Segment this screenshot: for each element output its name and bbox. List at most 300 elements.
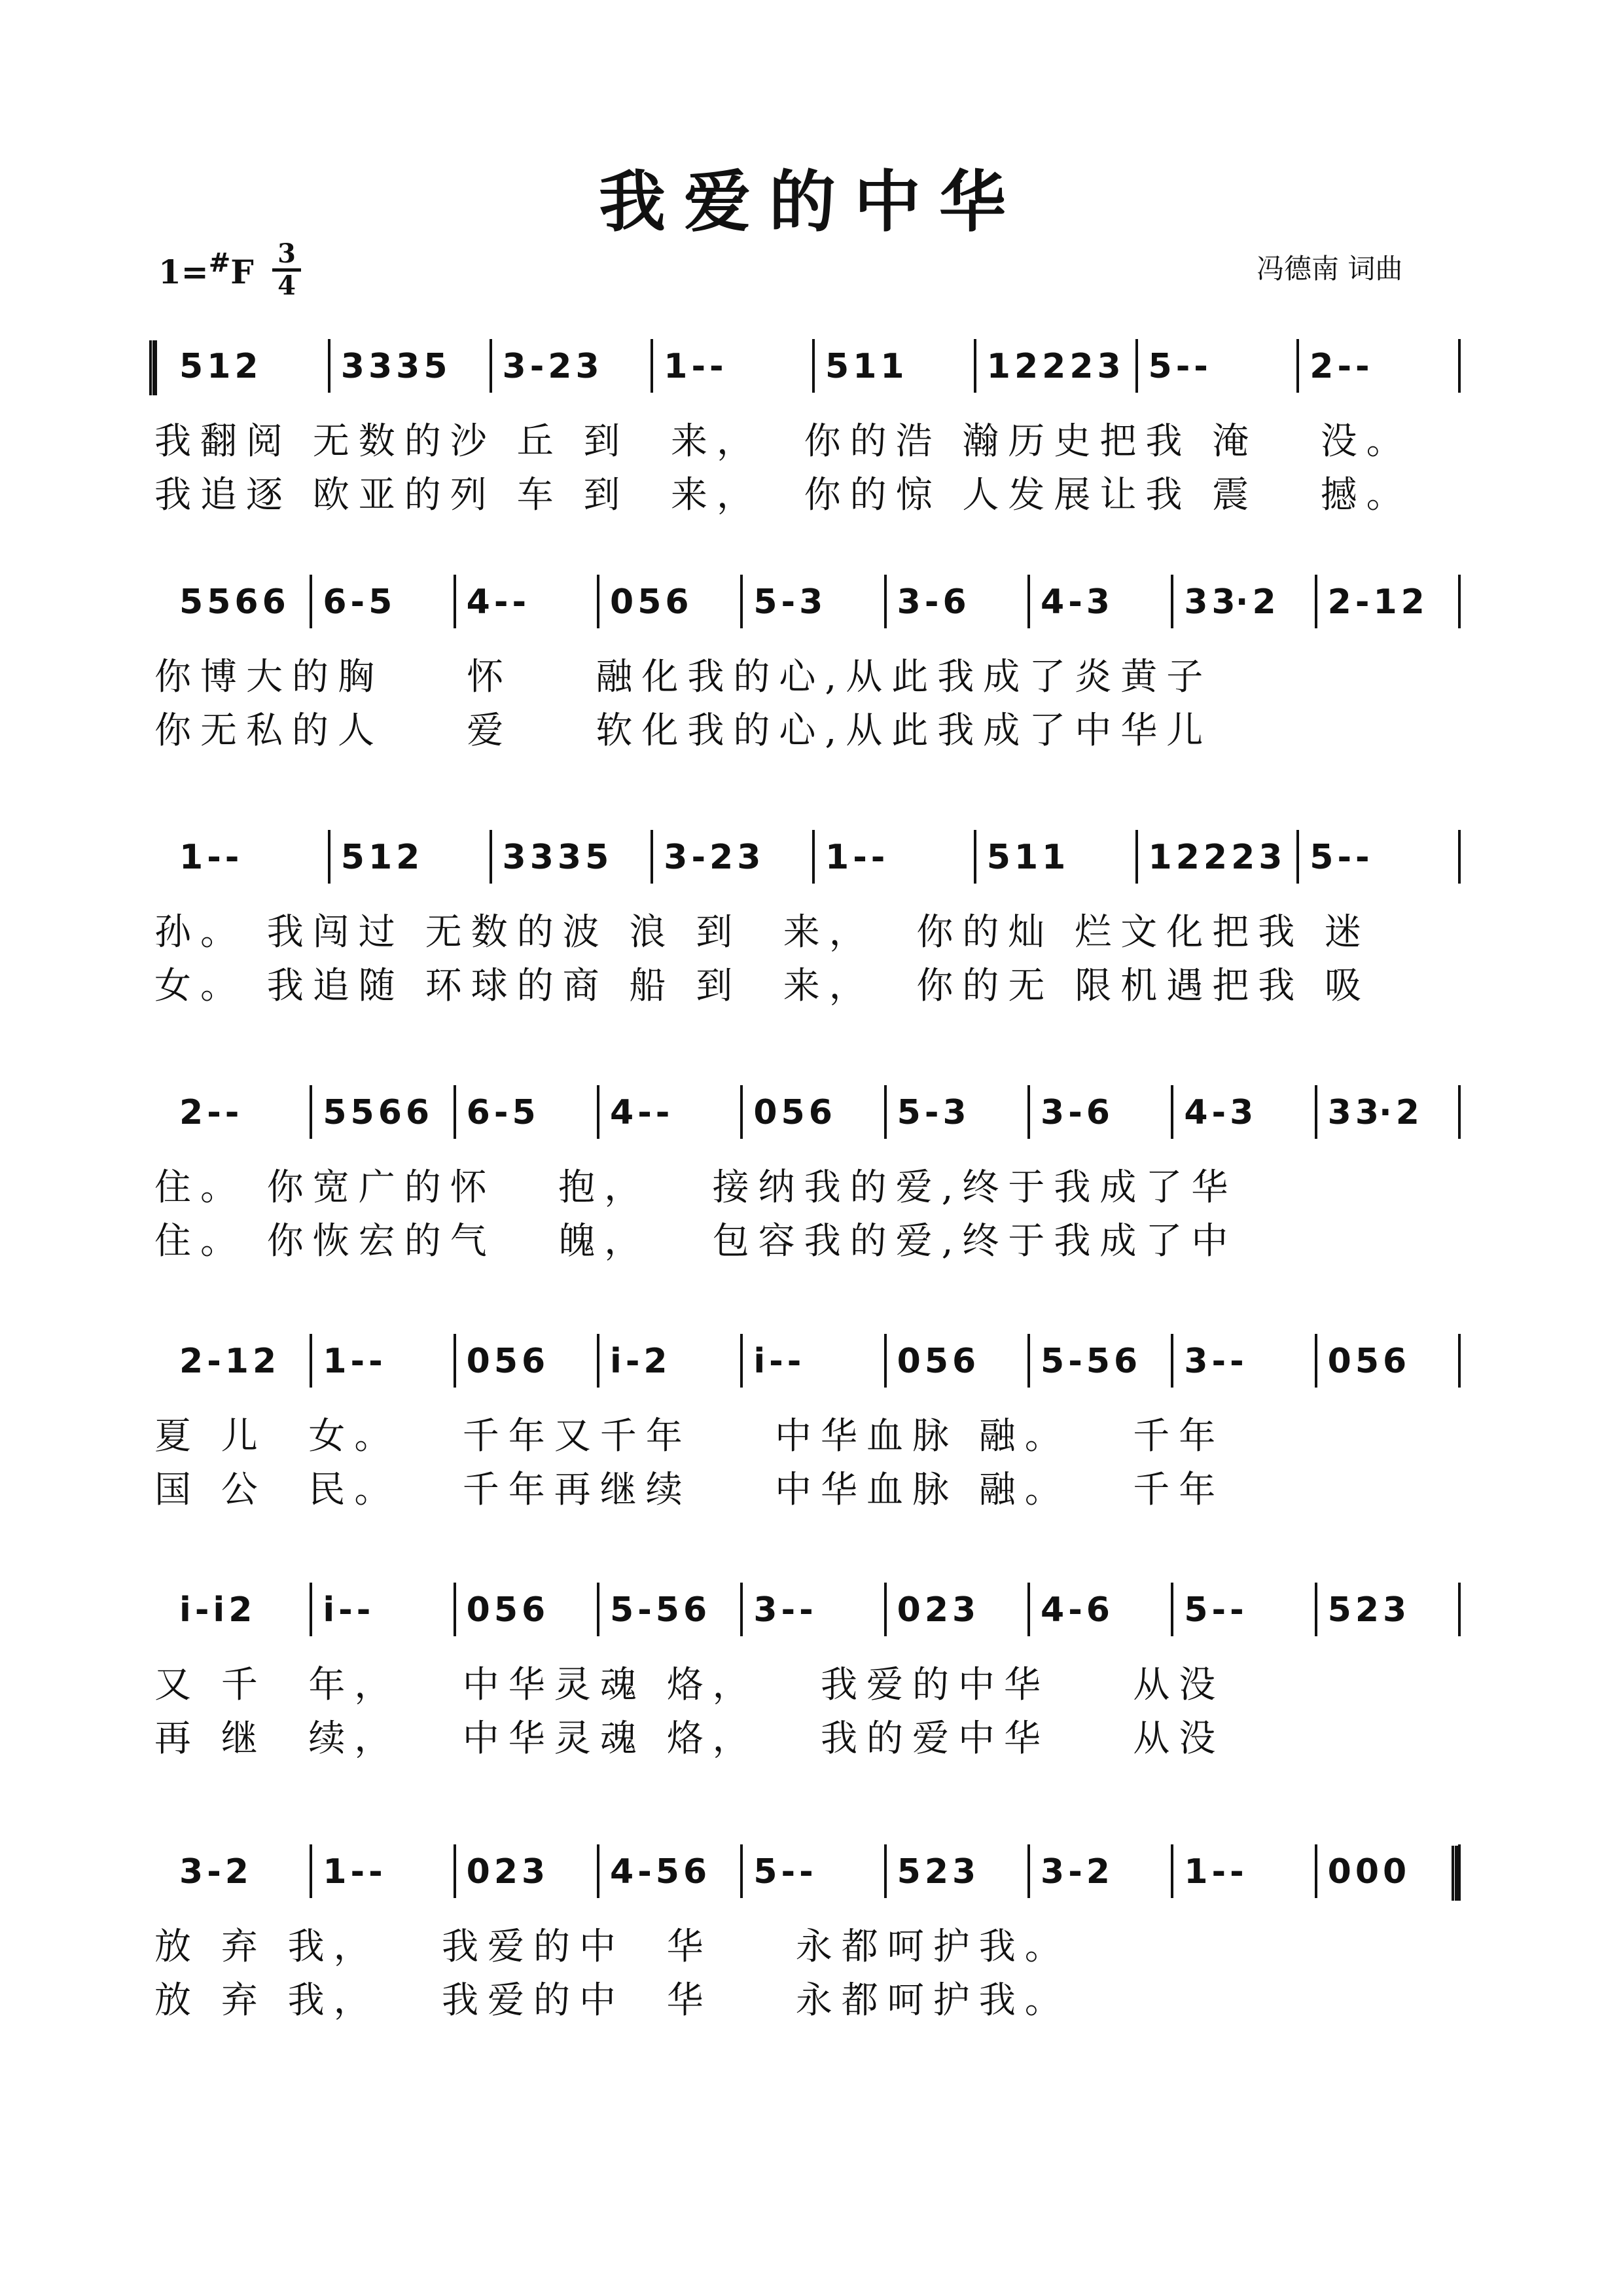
note: 6 bbox=[522, 1590, 546, 1630]
barline bbox=[1458, 1085, 1461, 1139]
measure bbox=[1041, 1852, 1114, 1892]
note: - bbox=[787, 1342, 802, 1381]
note: 5 bbox=[637, 583, 662, 622]
note: 2 bbox=[396, 838, 420, 877]
start-repeat bbox=[149, 340, 157, 395]
barline bbox=[1027, 1085, 1030, 1139]
barline bbox=[328, 830, 330, 884]
note: 2 bbox=[1310, 347, 1334, 386]
system-3 bbox=[0, 818, 1623, 1041]
barline bbox=[1027, 1334, 1030, 1388]
measure bbox=[610, 1342, 671, 1381]
measure bbox=[753, 1852, 817, 1892]
note: - bbox=[853, 838, 867, 877]
note: - bbox=[1230, 1342, 1244, 1381]
measure bbox=[179, 1342, 280, 1381]
measure bbox=[179, 838, 243, 877]
barline bbox=[1171, 1085, 1173, 1139]
note: - bbox=[691, 347, 706, 386]
measure bbox=[897, 583, 971, 622]
note: 3 bbox=[179, 1852, 204, 1892]
barline bbox=[597, 1583, 599, 1636]
barline bbox=[1135, 830, 1138, 884]
note: 6 bbox=[1383, 1342, 1407, 1381]
measure bbox=[1328, 1590, 1411, 1630]
barline bbox=[1171, 1583, 1173, 1636]
notation-row bbox=[0, 1073, 1623, 1145]
measure bbox=[323, 1852, 386, 1892]
note: - bbox=[356, 1590, 371, 1630]
note: 1 bbox=[1042, 838, 1066, 877]
notation-row bbox=[0, 1322, 1623, 1394]
note: 1 bbox=[825, 838, 849, 877]
note: i bbox=[179, 1590, 191, 1630]
barline bbox=[1027, 575, 1030, 628]
note: 1 bbox=[207, 347, 231, 386]
note: 1 bbox=[323, 1342, 347, 1381]
barline bbox=[884, 1583, 887, 1636]
note: 3 bbox=[529, 838, 554, 877]
measure bbox=[664, 347, 727, 386]
measure bbox=[179, 583, 290, 622]
note: - bbox=[1211, 1342, 1226, 1381]
barline bbox=[454, 1583, 456, 1636]
lyric-line-1: 住。 你宽广的怀 抱， 接纳我的爱,终于我成了华 bbox=[154, 1166, 1238, 1209]
note: - bbox=[924, 583, 939, 622]
note: 3 bbox=[1041, 1852, 1065, 1892]
barline bbox=[1296, 339, 1299, 393]
barline bbox=[740, 1085, 743, 1139]
barline bbox=[884, 1085, 887, 1139]
note: - bbox=[493, 583, 508, 622]
note: - bbox=[1175, 347, 1190, 386]
note: - bbox=[625, 1342, 640, 1381]
lyric-line-1: 夏 儿 女。 千年又千年 中华血脉 融。 千年 bbox=[154, 1415, 1225, 1458]
note: 2 bbox=[1400, 583, 1425, 622]
barline bbox=[884, 575, 887, 628]
barline bbox=[1171, 1334, 1173, 1388]
measure bbox=[753, 1342, 805, 1381]
barline bbox=[1315, 1583, 1317, 1636]
note: 1 bbox=[368, 838, 393, 877]
note: 3 bbox=[1327, 1093, 1351, 1132]
note: 5 bbox=[825, 347, 849, 386]
lyric-line-2: 女。 我追随 环球的商 船 到 来， 你的无 限机遇把我 吸 bbox=[154, 965, 1371, 1007]
note: - bbox=[207, 1342, 221, 1381]
note: - bbox=[1211, 1590, 1226, 1630]
note: 5 bbox=[207, 583, 231, 622]
note: 5 bbox=[340, 838, 365, 877]
note: - bbox=[637, 1852, 652, 1892]
barline bbox=[1315, 1844, 1317, 1898]
barline bbox=[974, 830, 976, 884]
barline bbox=[1135, 339, 1138, 393]
note: 5 bbox=[1327, 1590, 1351, 1630]
note: 6 bbox=[1086, 1590, 1110, 1630]
note: 1 bbox=[1373, 583, 1397, 622]
note: 6 bbox=[665, 583, 689, 622]
system-5 bbox=[0, 1322, 1623, 1545]
note: 3 bbox=[557, 838, 582, 877]
note: - bbox=[194, 1590, 209, 1630]
note: 6 bbox=[683, 1852, 707, 1892]
time-denominator: 4 bbox=[277, 270, 296, 301]
note: i bbox=[213, 1590, 225, 1630]
barline bbox=[310, 1583, 312, 1636]
note: - bbox=[799, 1590, 813, 1630]
measure bbox=[1149, 838, 1287, 877]
key-note: F bbox=[230, 253, 254, 291]
note: - bbox=[493, 1093, 508, 1132]
measure bbox=[1041, 1093, 1114, 1132]
sharp-sign: # bbox=[208, 247, 231, 278]
system-6 bbox=[0, 1571, 1623, 1793]
barline bbox=[1027, 1583, 1030, 1636]
note: 5 bbox=[1148, 347, 1172, 386]
barline bbox=[974, 339, 976, 393]
note: - bbox=[1355, 583, 1370, 622]
notation-row bbox=[0, 1833, 1623, 1905]
lyric-line-2: 住。 你恢宏的气 魄， 包容我的爱,终于我成了中 bbox=[154, 1220, 1238, 1263]
note: 5 bbox=[368, 583, 393, 622]
measure bbox=[897, 1852, 980, 1892]
barline bbox=[454, 1085, 456, 1139]
note: 2 bbox=[709, 838, 734, 877]
note: 0 bbox=[1327, 1342, 1351, 1381]
measure bbox=[467, 1852, 550, 1892]
measure bbox=[1328, 1093, 1423, 1132]
barline bbox=[1458, 1334, 1461, 1388]
barline bbox=[1296, 830, 1299, 884]
barline bbox=[740, 1334, 743, 1388]
note: - bbox=[529, 347, 544, 386]
note: 2 bbox=[1042, 347, 1066, 386]
measure bbox=[503, 838, 613, 877]
note: - bbox=[781, 583, 796, 622]
measure bbox=[1184, 1590, 1247, 1630]
barline bbox=[1315, 1334, 1317, 1388]
note: 5 bbox=[493, 1590, 518, 1630]
note: 1 bbox=[323, 1852, 347, 1892]
barline bbox=[740, 575, 743, 628]
measure bbox=[1310, 838, 1373, 877]
note: 2 bbox=[179, 1342, 204, 1381]
note: 5 bbox=[753, 583, 777, 622]
note: - bbox=[1068, 583, 1082, 622]
note: 0 bbox=[466, 1590, 490, 1630]
note: i bbox=[323, 1590, 335, 1630]
note: 3 bbox=[1383, 1590, 1407, 1630]
note: 5 bbox=[1086, 1342, 1110, 1381]
lyric-line-2: 你无私的人 爱 软化我的心,从此我成了中华儿 bbox=[154, 709, 1213, 752]
lyric-line-2: 再 继 续， 中华灵魂 烙， 我的爱中华 从没 bbox=[154, 1717, 1225, 1760]
measure bbox=[1328, 583, 1429, 622]
note: 5 bbox=[350, 1093, 374, 1132]
note: 3 bbox=[753, 1590, 777, 1630]
note: 2 bbox=[1203, 838, 1228, 877]
song-title: 我爱的中华 bbox=[599, 163, 1024, 242]
barline bbox=[1458, 575, 1461, 628]
measure bbox=[179, 347, 262, 386]
lyric-line-2: 我追逐 欧亚的列 车 到 来， 你的惊 人发展让我 震 撼。 bbox=[154, 474, 1412, 516]
note: 1 bbox=[1148, 838, 1172, 877]
measure bbox=[610, 1852, 711, 1892]
note: 2 bbox=[1014, 347, 1039, 386]
note: 2 bbox=[179, 1093, 204, 1132]
note: 5 bbox=[179, 583, 204, 622]
note: - bbox=[350, 1342, 365, 1381]
note: 4 bbox=[610, 1093, 634, 1132]
note: - bbox=[1355, 347, 1370, 386]
measure bbox=[753, 1093, 836, 1132]
barline bbox=[490, 830, 492, 884]
measure bbox=[179, 1590, 256, 1630]
note: 2 bbox=[924, 1590, 949, 1630]
barline bbox=[454, 1844, 456, 1898]
barline bbox=[454, 575, 456, 628]
note: - bbox=[350, 1852, 365, 1892]
note: 0 bbox=[1355, 1852, 1380, 1892]
note: 0 bbox=[610, 583, 634, 622]
note: 6 bbox=[1113, 1342, 1138, 1381]
barline bbox=[1027, 1844, 1030, 1898]
measure bbox=[341, 838, 424, 877]
note: 6 bbox=[323, 583, 347, 622]
note: 6 bbox=[262, 583, 286, 622]
note: 2 bbox=[548, 347, 572, 386]
note: 5 bbox=[897, 1852, 921, 1892]
barline bbox=[454, 1334, 456, 1388]
note: 2 bbox=[643, 1342, 668, 1381]
measure bbox=[179, 1093, 243, 1132]
note: 0 bbox=[753, 1093, 777, 1132]
composer-credit: 冯德南 词曲 bbox=[1257, 253, 1403, 285]
note: 3 bbox=[1086, 583, 1110, 622]
measure bbox=[987, 347, 1125, 386]
note: 3 bbox=[1184, 1342, 1208, 1381]
measure bbox=[323, 1093, 433, 1132]
notation-row bbox=[0, 818, 1623, 890]
barline bbox=[490, 339, 492, 393]
note: 3 bbox=[522, 1852, 546, 1892]
lyric-line-1: 我翻阅 无数的沙 丘 到 来， 你的浩 瀚历史把我 淹 没。 bbox=[154, 420, 1412, 463]
note: - bbox=[1337, 838, 1352, 877]
note: - bbox=[655, 1093, 670, 1132]
barline bbox=[597, 575, 599, 628]
note: 2 bbox=[1355, 1590, 1380, 1630]
note: 2 bbox=[493, 1852, 518, 1892]
note: 5 bbox=[1310, 838, 1334, 877]
note: 1 bbox=[1184, 1852, 1208, 1892]
notation-row bbox=[0, 1571, 1623, 1643]
note: 6 bbox=[378, 1093, 402, 1132]
note: - bbox=[637, 1590, 652, 1630]
note: - bbox=[1337, 347, 1352, 386]
measure bbox=[897, 1590, 980, 1630]
barline bbox=[310, 1844, 312, 1898]
note: 5 bbox=[585, 838, 609, 877]
barline bbox=[310, 1085, 312, 1139]
measure bbox=[1184, 583, 1279, 622]
note: - bbox=[1211, 1093, 1226, 1132]
measure bbox=[1041, 1342, 1141, 1381]
note: 3 bbox=[1230, 1093, 1254, 1132]
measure bbox=[610, 1590, 711, 1630]
note: 5 bbox=[1184, 1590, 1208, 1630]
note: 5 bbox=[493, 1342, 518, 1381]
note: 1 bbox=[664, 347, 688, 386]
measure bbox=[897, 1093, 971, 1132]
note: 4 bbox=[1041, 583, 1065, 622]
note: 6 bbox=[234, 583, 259, 622]
note: 5 bbox=[610, 1590, 634, 1630]
note: 5 bbox=[781, 1093, 805, 1132]
note: - bbox=[338, 1590, 353, 1630]
note: 2 bbox=[234, 347, 259, 386]
measure bbox=[664, 838, 764, 877]
note: 3 bbox=[799, 583, 823, 622]
note: 2 bbox=[224, 1852, 249, 1892]
note: 6 bbox=[405, 1093, 430, 1132]
note: 4 bbox=[1184, 1093, 1208, 1132]
note: 4 bbox=[466, 583, 490, 622]
note: - bbox=[224, 838, 240, 877]
note: 3 bbox=[942, 1093, 967, 1132]
barline bbox=[597, 1844, 599, 1898]
note: - bbox=[709, 347, 724, 386]
note: 0 bbox=[897, 1590, 921, 1630]
note: - bbox=[224, 1093, 240, 1132]
note: 5 bbox=[897, 1093, 921, 1132]
barline bbox=[597, 1085, 599, 1139]
note: 5 bbox=[924, 1342, 949, 1381]
note: 2 bbox=[228, 1590, 253, 1630]
note: 6 bbox=[522, 1342, 546, 1381]
note: 3 bbox=[952, 1852, 976, 1892]
key-signature bbox=[158, 247, 254, 291]
note: - bbox=[924, 1093, 939, 1132]
note: 2 bbox=[1252, 583, 1276, 622]
measure bbox=[610, 583, 693, 622]
note: 3 bbox=[1184, 583, 1208, 622]
note: - bbox=[781, 1590, 796, 1630]
notation-row bbox=[0, 327, 1623, 399]
note: 0 bbox=[1383, 1852, 1407, 1892]
note: 5 bbox=[323, 1093, 347, 1132]
time-numerator: 3 bbox=[277, 238, 296, 269]
system-4 bbox=[0, 1073, 1623, 1296]
barline bbox=[597, 1334, 599, 1388]
note: 3 bbox=[952, 1590, 976, 1630]
measure bbox=[825, 347, 908, 386]
note: 6 bbox=[942, 583, 967, 622]
measure bbox=[1149, 347, 1212, 386]
note: - bbox=[637, 1093, 652, 1132]
measure bbox=[1310, 347, 1373, 386]
note: 3 bbox=[664, 838, 688, 877]
barline bbox=[884, 1844, 887, 1898]
measure bbox=[467, 1590, 550, 1630]
measure bbox=[1184, 1093, 1257, 1132]
barline bbox=[1458, 1583, 1461, 1636]
measure bbox=[1184, 1342, 1247, 1381]
note: 5 bbox=[753, 1852, 777, 1892]
note: 5 bbox=[1041, 1342, 1065, 1381]
measure bbox=[897, 1342, 980, 1381]
measure bbox=[323, 1590, 374, 1630]
note: 2 bbox=[252, 1342, 277, 1381]
note: 5 bbox=[512, 1093, 536, 1132]
note: - bbox=[1230, 1852, 1244, 1892]
note: 0 bbox=[466, 1342, 490, 1381]
measure bbox=[1041, 1590, 1114, 1630]
note: 3 bbox=[502, 347, 526, 386]
note: - bbox=[207, 1852, 221, 1892]
note: 2 bbox=[924, 1852, 949, 1892]
note: 6 bbox=[1086, 1093, 1110, 1132]
note: - bbox=[207, 838, 221, 877]
note: 5 bbox=[179, 347, 204, 386]
lyric-line-2: 国 公 民。 千年再继续 中华血脉 融。 千年 bbox=[154, 1469, 1225, 1511]
barline bbox=[1315, 575, 1317, 628]
note: 5 bbox=[986, 838, 1010, 877]
note: - bbox=[1068, 1342, 1082, 1381]
lyric-line-2: 放 弃 我， 我爱的中 华 永都呵护我。 bbox=[154, 1979, 1071, 2022]
barline bbox=[1171, 1844, 1173, 1898]
measure bbox=[341, 347, 452, 386]
note: 6 bbox=[683, 1590, 707, 1630]
note: 2 bbox=[1395, 1093, 1419, 1132]
time-signature bbox=[272, 238, 301, 301]
note: 3 bbox=[502, 838, 526, 877]
note: 4 bbox=[1041, 1590, 1065, 1630]
note: 3 bbox=[575, 347, 599, 386]
barline bbox=[1171, 575, 1173, 628]
end-repeat bbox=[1452, 1846, 1461, 1901]
note: - bbox=[350, 583, 365, 622]
note: - bbox=[1194, 347, 1208, 386]
barline bbox=[1458, 830, 1461, 884]
system-2 bbox=[0, 563, 1623, 785]
measure bbox=[179, 1852, 253, 1892]
measure bbox=[1041, 583, 1114, 622]
lyric-line-1: 又 千 年， 中华灵魂 烙， 我爱的中华 从没 bbox=[154, 1664, 1225, 1706]
note: - bbox=[870, 838, 885, 877]
note: 6 bbox=[808, 1093, 832, 1132]
measure bbox=[1328, 1852, 1411, 1892]
measure bbox=[323, 583, 396, 622]
note: - bbox=[1068, 1093, 1082, 1132]
note: 3 bbox=[897, 583, 921, 622]
measure bbox=[987, 838, 1070, 877]
system-7 bbox=[0, 1833, 1623, 2055]
note: - bbox=[769, 1342, 783, 1381]
note: - bbox=[368, 1342, 383, 1381]
barline bbox=[1315, 1085, 1317, 1139]
note: - bbox=[1211, 1852, 1226, 1892]
note: 2 bbox=[1069, 347, 1094, 386]
note: 0 bbox=[1327, 1852, 1351, 1892]
barline bbox=[328, 339, 330, 393]
note: 3 bbox=[737, 838, 761, 877]
note: 3 bbox=[1258, 838, 1283, 877]
lyric-line-1: 放 弃 我， 我爱的中 华 永都呵护我。 bbox=[154, 1926, 1071, 1968]
note: 2 bbox=[1175, 838, 1200, 877]
note: 6 bbox=[952, 1342, 976, 1381]
barline bbox=[740, 1583, 743, 1636]
note: - bbox=[781, 1852, 796, 1892]
barline bbox=[310, 1334, 312, 1388]
